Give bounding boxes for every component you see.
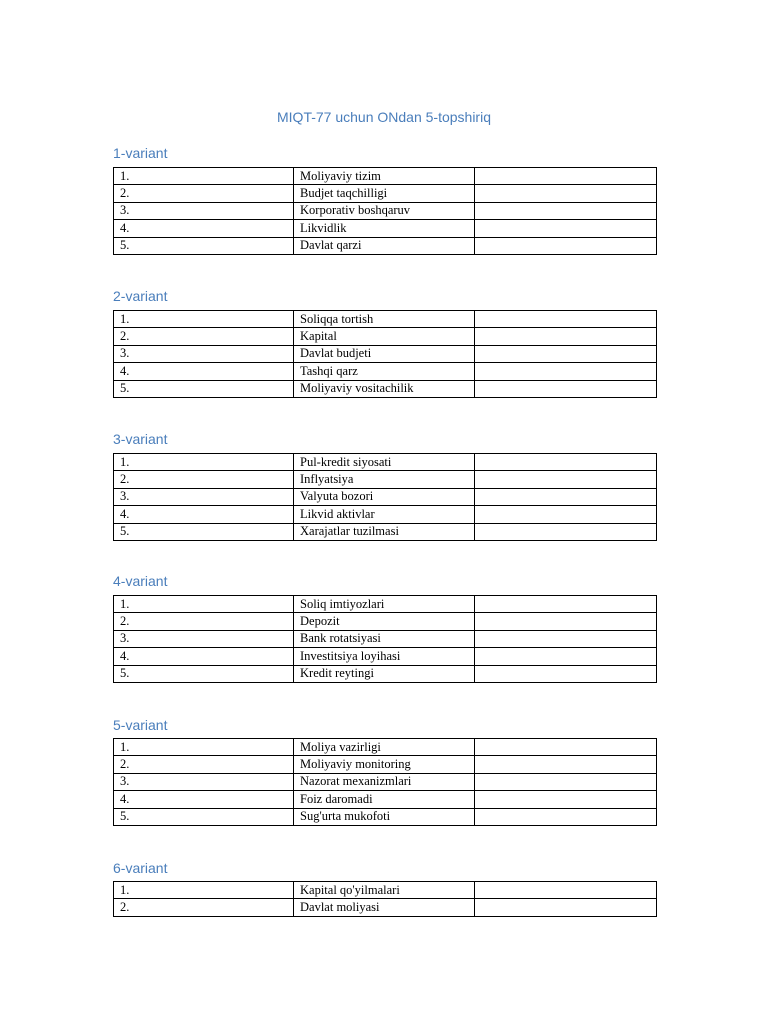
- row-term: Moliyaviy vositachilik: [294, 380, 475, 397]
- row-number: 3.: [114, 630, 294, 647]
- row-term: Soliqqa tortish: [294, 311, 475, 328]
- variant-table: [113, 453, 657, 541]
- row-number: 2.: [114, 185, 294, 202]
- row-term: Investitsiya loyihasi: [294, 648, 475, 665]
- row-answer-cell: [475, 506, 657, 523]
- row-term: Kapital: [294, 328, 475, 345]
- table-row: [114, 220, 657, 237]
- row-number: 1.: [114, 739, 294, 756]
- row-number: 2.: [114, 471, 294, 488]
- row-answer-cell: [475, 220, 657, 237]
- table-row: [114, 756, 657, 773]
- row-number: 1.: [114, 882, 294, 899]
- row-number: 1.: [114, 311, 294, 328]
- row-number: 2.: [114, 899, 294, 916]
- row-answer-cell: [475, 648, 657, 665]
- row-answer-cell: [475, 168, 657, 185]
- row-term: Foiz daromadi: [294, 791, 475, 808]
- table-row: [114, 363, 657, 380]
- row-number: 5.: [114, 523, 294, 540]
- row-term: Pul-kredit siyosati: [294, 454, 475, 471]
- row-answer-cell: [475, 596, 657, 613]
- table-row: [114, 185, 657, 202]
- table-row: [114, 506, 657, 523]
- row-answer-cell: [475, 808, 657, 825]
- row-term: Budjet taqchilligi: [294, 185, 475, 202]
- variant-table: [113, 595, 657, 683]
- row-answer-cell: [475, 363, 657, 380]
- row-number: 3.: [114, 202, 294, 219]
- table-row: [114, 739, 657, 756]
- row-answer-cell: [475, 185, 657, 202]
- table-row: [114, 454, 657, 471]
- variant-table: [113, 167, 657, 255]
- row-term: Moliya vazirligi: [294, 739, 475, 756]
- variant-heading: 4-variant: [113, 573, 168, 589]
- table-row: [114, 237, 657, 254]
- row-answer-cell: [475, 328, 657, 345]
- row-answer-cell: [475, 471, 657, 488]
- table-row: [114, 523, 657, 540]
- table-row: [114, 328, 657, 345]
- row-term: Davlat budjeti: [294, 345, 475, 362]
- table-row: [114, 380, 657, 397]
- row-term: Depozit: [294, 613, 475, 630]
- row-number: 2.: [114, 756, 294, 773]
- variant-table: [113, 881, 657, 917]
- table-row: [114, 596, 657, 613]
- row-answer-cell: [475, 791, 657, 808]
- row-term: Nazorat mexanizmlari: [294, 773, 475, 790]
- row-number: 4.: [114, 506, 294, 523]
- row-number: 4.: [114, 648, 294, 665]
- row-term: Moliyaviy tizim: [294, 168, 475, 185]
- row-term: Valyuta bozori: [294, 488, 475, 505]
- row-answer-cell: [475, 882, 657, 899]
- document-title: MIQT-77 uchun ONdan 5-topshiriq: [277, 109, 491, 125]
- row-term: Kapital qo'yilmalari: [294, 882, 475, 899]
- row-answer-cell: [475, 311, 657, 328]
- row-answer-cell: [475, 380, 657, 397]
- variant-heading: 5-variant: [113, 717, 168, 733]
- row-answer-cell: [475, 237, 657, 254]
- table-row: [114, 773, 657, 790]
- row-term: Xarajatlar tuzilmasi: [294, 523, 475, 540]
- row-number: 2.: [114, 328, 294, 345]
- row-term: Likvid aktivlar: [294, 506, 475, 523]
- row-term: Likvidlik: [294, 220, 475, 237]
- table-row: [114, 613, 657, 630]
- row-answer-cell: [475, 613, 657, 630]
- row-answer-cell: [475, 899, 657, 916]
- row-number: 1.: [114, 168, 294, 185]
- row-number: 4.: [114, 791, 294, 808]
- row-number: 5.: [114, 665, 294, 682]
- table-row: [114, 311, 657, 328]
- row-answer-cell: [475, 454, 657, 471]
- row-number: 5.: [114, 380, 294, 397]
- row-number: 3.: [114, 488, 294, 505]
- row-answer-cell: [475, 665, 657, 682]
- row-number: 1.: [114, 454, 294, 471]
- row-term: Inflyatsiya: [294, 471, 475, 488]
- variant-heading: 1-variant: [113, 145, 168, 161]
- table-row: [114, 488, 657, 505]
- row-answer-cell: [475, 523, 657, 540]
- table-row: [114, 882, 657, 899]
- row-answer-cell: [475, 345, 657, 362]
- table-row: [114, 665, 657, 682]
- row-answer-cell: [475, 202, 657, 219]
- variant-heading: 6-variant: [113, 860, 168, 876]
- table-row: [114, 648, 657, 665]
- row-term: Kredit reytingi: [294, 665, 475, 682]
- table-row: [114, 168, 657, 185]
- row-term: Davlat moliyasi: [294, 899, 475, 916]
- table-row: [114, 202, 657, 219]
- row-term: Bank rotatsiyasi: [294, 630, 475, 647]
- row-number: 3.: [114, 345, 294, 362]
- row-number: 4.: [114, 363, 294, 380]
- table-row: [114, 471, 657, 488]
- row-answer-cell: [475, 488, 657, 505]
- row-term: Moliyaviy monitoring: [294, 756, 475, 773]
- row-number: 1.: [114, 596, 294, 613]
- variant-table: [113, 310, 657, 398]
- row-answer-cell: [475, 756, 657, 773]
- table-row: [114, 345, 657, 362]
- row-answer-cell: [475, 739, 657, 756]
- table-row: [114, 791, 657, 808]
- row-term: Soliq imtiyozlari: [294, 596, 475, 613]
- variant-heading: 2-variant: [113, 288, 168, 304]
- row-answer-cell: [475, 630, 657, 647]
- variant-heading: 3-variant: [113, 431, 168, 447]
- row-number: 5.: [114, 237, 294, 254]
- row-number: 2.: [114, 613, 294, 630]
- row-number: 4.: [114, 220, 294, 237]
- row-number: 5.: [114, 808, 294, 825]
- table-row: [114, 899, 657, 916]
- table-row: [114, 808, 657, 825]
- table-row: [114, 630, 657, 647]
- row-term: Tashqi qarz: [294, 363, 475, 380]
- row-term: Korporativ boshqaruv: [294, 202, 475, 219]
- row-term: Sug'urta mukofoti: [294, 808, 475, 825]
- row-answer-cell: [475, 773, 657, 790]
- row-term: Davlat qarzi: [294, 237, 475, 254]
- variant-table: [113, 738, 657, 826]
- row-number: 3.: [114, 773, 294, 790]
